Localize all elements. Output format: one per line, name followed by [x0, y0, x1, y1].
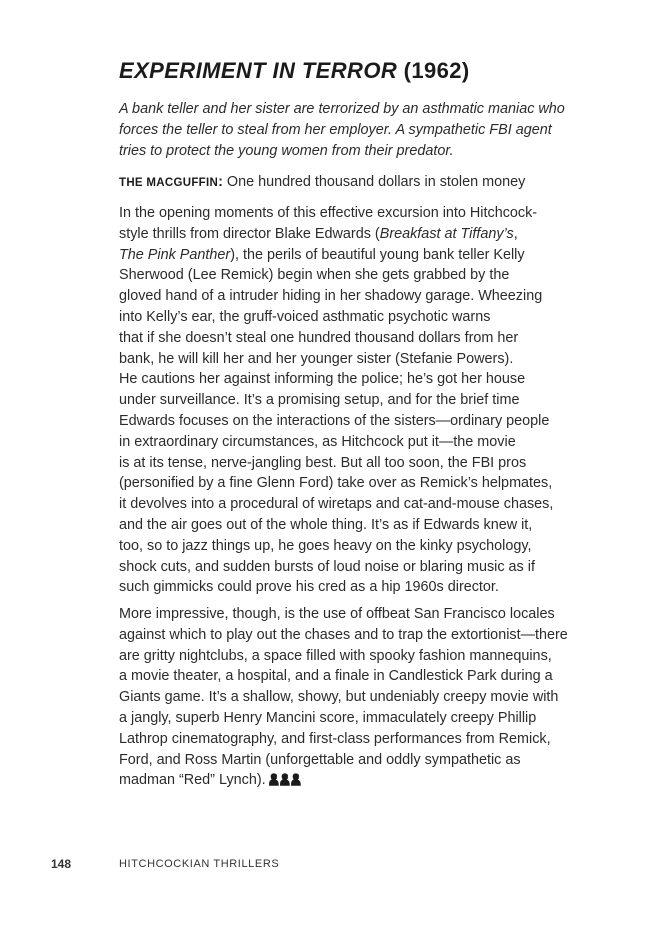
review-line: shock cuts, and sudden bursts of loud noise or blaring music as if: [119, 558, 535, 575]
review-line: [119, 770, 589, 793]
review-line: [119, 245, 589, 266]
film-title-reference: Breakfast at Tiffany’s: [379, 225, 514, 242]
review-line: against which to play out the chases and to trap the extortionist—there: [119, 626, 568, 643]
review-line: is at its tense, nerve-jangling best. But all too soon, the FBI pros: [119, 454, 527, 471]
review-line: under surveillance. It’s a promising setup, and for the brief time: [119, 392, 520, 409]
review-line: He cautions her against informing the police; he’s got her house: [119, 371, 526, 388]
macguffin-label: THE MACGUFFIN: [119, 177, 219, 189]
review-paragraph-2: [119, 604, 589, 793]
review-line: gloved hand of a intruder hiding in her shadowy garage. Wheezing: [119, 288, 543, 305]
running-head: HITCHCOCKIAN THRILLERS: [119, 858, 280, 870]
review-line: (personified by a fine Glenn Ford) take over as Remick’s helpmates,: [119, 475, 553, 492]
review-line: bank, he will kill her and her younger sister (Stefanie Powers).: [119, 350, 514, 367]
review-line: In the opening moments of this effective excursion into Hitchcock-: [119, 205, 538, 221]
macguffin-line: [119, 172, 525, 194]
movie-year: (1962): [403, 58, 470, 83]
synopsis-line: forces the teller to steal from her employer. A sympathetic FBI agent: [119, 122, 552, 138]
review-line: into Kelly’s ear, the gruff-voiced asthmatic psychotic warns: [119, 308, 491, 325]
review-line: a jangly, superb Henry Mancini score, immaculately creepy Phillip: [119, 709, 537, 726]
review-line: [119, 224, 589, 245]
review-line: Edwards focuses on the interactions of the sisters—ordinary people: [119, 412, 550, 429]
review-line: are gritty nightclubs, a space filled with spooky fashion mannequins,: [119, 647, 552, 664]
review-line: and the air goes out of the whole thing. It’s as if Edwards knew it,: [119, 516, 533, 533]
hitchcock-silhouette-icon: [269, 773, 279, 786]
hitchcock-silhouette-icon: [291, 773, 301, 786]
macguffin-text: One hundred thousand dollars in stolen money: [226, 174, 526, 190]
review-line: a movie theater, a hospital, and a finale in Candlestick Park during a: [119, 668, 553, 685]
review-line: in extraordinary circumstances, as Hitchcock put it—the movie: [119, 433, 516, 450]
synopsis-line: tries to protect the young women from their predator.: [119, 143, 454, 159]
review-line: it devolves into a procedural of wiretaps and cat-and-mouse chases,: [119, 496, 554, 513]
page-number: 148: [51, 857, 72, 871]
movie-title-main: EXPERIMENT IN TERROR: [119, 58, 398, 83]
review-line: such gimmicks could prove his cred as a hip 1960s director.: [119, 579, 499, 596]
hitchcock-silhouette-icon: [280, 773, 290, 786]
movie-title: [119, 56, 470, 86]
review-text: style thrills from director Blake Edwards (: [119, 225, 380, 242]
review-text: madman “Red” Lynch).: [119, 772, 266, 789]
review-text: ), the perils of beautiful young bank teller Kelly: [230, 246, 525, 263]
review-paragraph-1: [119, 203, 589, 598]
review-line: Lathrop cinematography, and first-class performances from Remick,: [119, 730, 551, 747]
film-title-reference: The Pink Panther: [119, 246, 231, 263]
review-line: Sherwood (Lee Remick) begin when she gets grabbed by the: [119, 267, 510, 284]
page-footer: [0, 857, 650, 877]
review-line: too, so to jazz things up, he goes heavy on the kinky psychology,: [119, 537, 532, 554]
synopsis-line: A bank teller and her sister are terrorized by an asthmatic maniac who: [119, 101, 565, 117]
synopsis: [119, 99, 589, 162]
macguffin-colon: :: [218, 174, 223, 190]
review-line: that if she doesn’t steal one hundred thousand dollars from her: [119, 329, 519, 346]
review-line: More impressive, though, is the use of offbeat San Francisco locales: [119, 606, 555, 622]
rating: [269, 772, 302, 793]
review-line: Ford, and Ross Martin (unforgettable and oddly sympathetic as: [119, 751, 521, 768]
review-text: ,: [513, 225, 518, 242]
review-line: Giants game. It’s a shallow, showy, but undeniably creepy movie with: [119, 689, 559, 706]
